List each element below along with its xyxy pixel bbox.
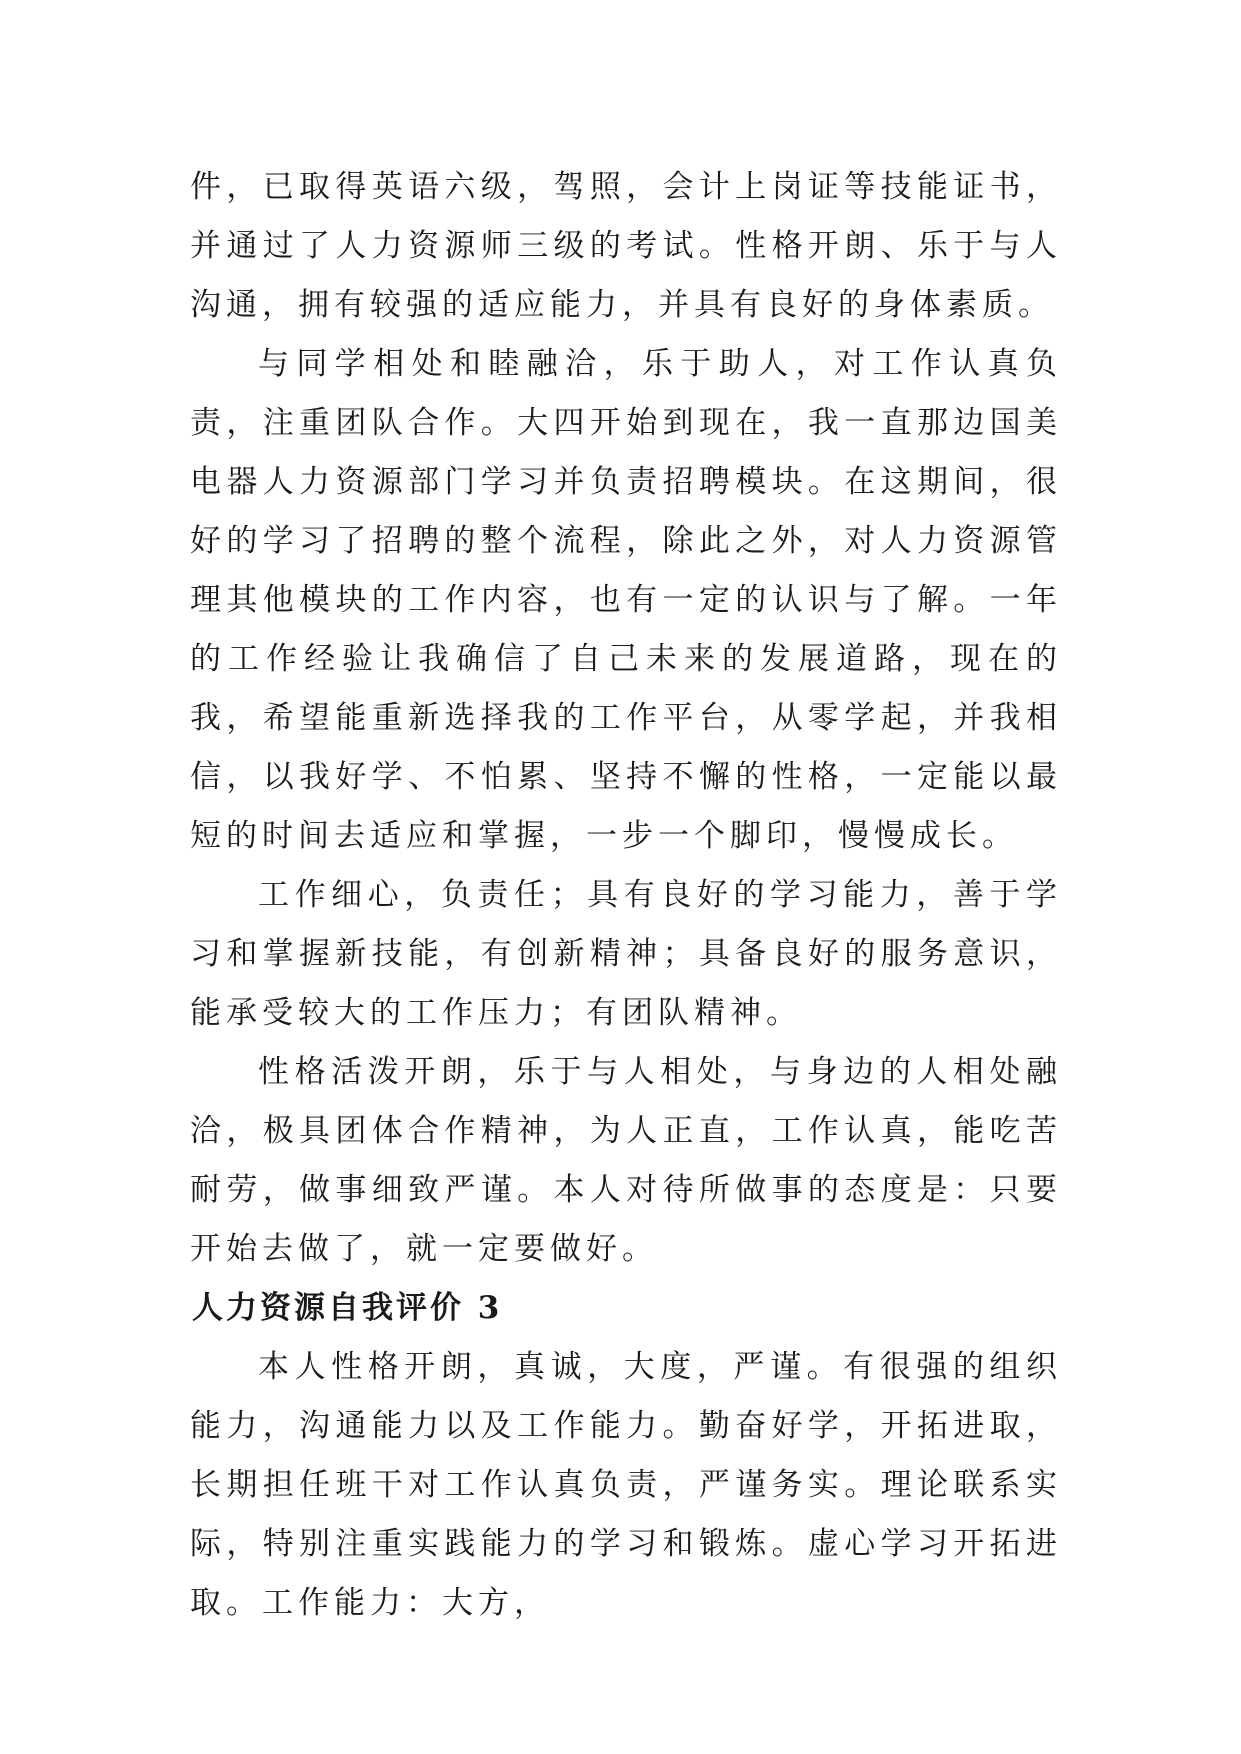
paragraph: 性格活泼开朗，乐于与人相处，与身边的人相处融洽，极具团体合作精神，为人正直，工作认真，能吃苦耐劳，做事细致严谨。本人对待所做事的态度是：只要开始去做了，就一定要做好。 [190, 1054, 1062, 1267]
paragraph-continuation: 件，已取得英语六级，驾照，会计上岗证等技能证书，并通过了人力资源师三级的考试。性格开朗、乐于与人沟通，拥有较强的适应能力，并具有良好的身体素质。 [190, 169, 1062, 323]
paragraph: 本人性格开朗，真诚，大度，严谨。有很强的组织能力，沟通能力以及工作能力。勤奋好学，开拓进取，长期担任班干对工作认真负责，严谨务实。理论联系实际，特别注重实践能力的学习和锻炼。虚心学习开拓进取。工作能力：大方， [190, 1349, 1062, 1621]
document-body [190, 158, 1062, 1633]
paragraph: 与同学相处和睦融洽，乐于助人，对工作认真负责，注重团队合作。大四开始到现在，我一直那边国美电器人力资源部门学习并负责招聘模块。在这期间，很好的学习了招聘的整个流程，除此之外，对人力资源管理其他模块的工作内容，也有一定的认识与了解。一年的工作经验让我确信了自己未来的发展道路，现在的我，希望能重新选择我的工作平台，从零学起，并我相信，以我好学、不怕累、坚持不懈的性格，一定能以最短的时间去适应和掌握，一步一个脚印，慢慢成长。 [190, 346, 1062, 854]
paragraph: 工作细心，负责任；具有良好的学习能力，善于学习和掌握新技能，有创新精神；具备良好的服务意识，能承受较大的工作压力；有团队精神。 [190, 877, 1062, 1031]
section-heading: 人力资源自我评价 3 [192, 1290, 503, 1326]
